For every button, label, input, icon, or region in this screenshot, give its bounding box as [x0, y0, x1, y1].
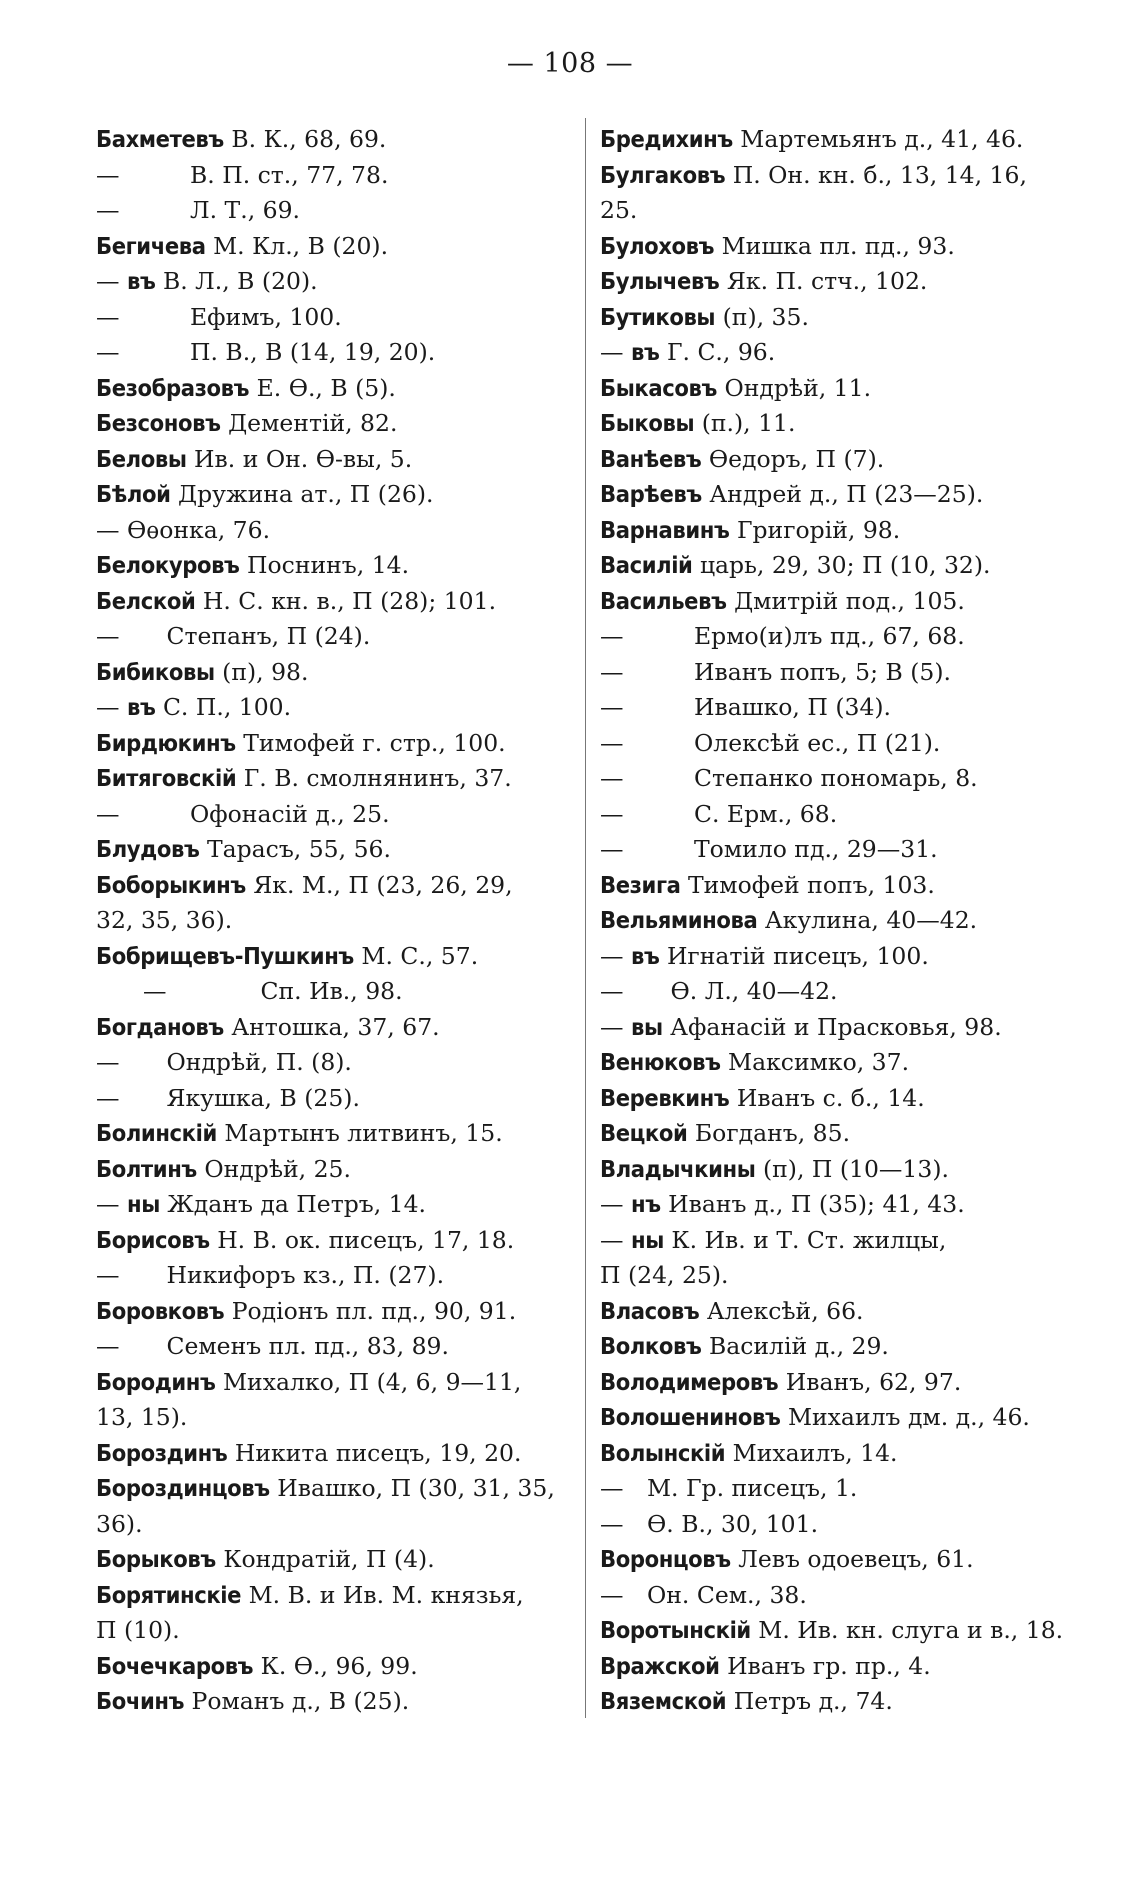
index-entry — [96, 1152, 566, 1188]
entry-surname: Бороздинцовъ — [96, 1474, 270, 1502]
entry-text: Ѳѳонка, 76. — [126, 515, 271, 544]
entry-indent: — — [600, 1509, 647, 1538]
entry-surname: Блудовъ — [96, 835, 200, 863]
entry-text: 13, 15). — [96, 1403, 188, 1431]
entry-surname: Володимеровъ — [600, 1367, 779, 1396]
entry-surname: ны — [630, 1225, 664, 1254]
entry-indent: — — [96, 977, 261, 1005]
entry-surname: ны — [126, 1190, 160, 1218]
entry-text: (п), 98. — [214, 657, 309, 686]
entry-surname: Воронцовъ — [600, 1545, 731, 1573]
entry-text: Поснинъ, 14. — [239, 551, 410, 579]
entry-text: П (24, 25). — [600, 1261, 729, 1289]
index-entry — [96, 371, 566, 407]
index-entry — [600, 122, 1070, 158]
entry-indent: — — [600, 941, 631, 970]
entry-surname: Варѣевъ — [600, 480, 702, 508]
index-entry — [600, 1223, 1070, 1259]
entry-text: 25. — [600, 196, 638, 224]
index-entry — [600, 1436, 1070, 1472]
index-entry — [96, 761, 566, 797]
index-entry — [96, 264, 566, 300]
entry-surname: Власовъ — [600, 1296, 700, 1325]
entry-surname: Беловы — [96, 444, 187, 473]
entry-text: Василій д., 29. — [701, 1332, 889, 1360]
entry-text: Богданъ, 85. — [687, 1119, 851, 1147]
entry-surname: Булычевъ — [600, 267, 720, 295]
index-entry — [600, 1187, 1070, 1223]
entry-indent: — — [96, 160, 190, 189]
index-entry — [96, 548, 566, 584]
entry-text: 32, 35, 36). — [96, 906, 233, 934]
index-entry — [600, 832, 1070, 868]
entry-surname: Боровковъ — [96, 1296, 225, 1325]
entry-indent: — — [600, 657, 694, 686]
entry-text: Кондратій, П (4). — [215, 1545, 435, 1573]
entry-text: Жданъ да Петръ, 14. — [159, 1190, 427, 1218]
entry-indent: — — [600, 728, 694, 757]
entry-surname: Бочечкаровъ — [96, 1651, 254, 1680]
index-entry — [96, 1081, 566, 1117]
entry-text: царь, 29, 30; П (10, 32). — [692, 551, 991, 579]
entry-surname: Бородинъ — [96, 1367, 216, 1396]
entry-indent: — — [96, 693, 127, 721]
index-entry — [96, 655, 566, 691]
entry-text: М. С., 57. — [353, 941, 479, 970]
entry-text: Ѳедоръ, П (7). — [701, 444, 885, 473]
entry-text: Н. С. кн. в., П (28); 101. — [195, 586, 497, 615]
entry-text: Е. Ѳ., В (5). — [249, 373, 396, 402]
entry-indent: — — [600, 693, 694, 721]
entry-text: Максимко, 37. — [720, 1048, 910, 1076]
entry-surname: Боборыкинъ — [96, 870, 246, 899]
entry-surname: Безобразовъ — [96, 373, 250, 402]
entry-text: Антошка, 37, 67. — [223, 1012, 440, 1041]
entry-text: Сп. Ив., 98. — [260, 977, 403, 1005]
index-entry — [600, 1400, 1070, 1436]
entry-text: К. Ѳ., 96, 99. — [253, 1651, 418, 1680]
index-entry — [600, 584, 1070, 620]
index-column-right — [600, 122, 1070, 1720]
entry-text: 36). — [96, 1509, 143, 1538]
index-entry — [96, 1365, 566, 1401]
entry-text: Офонасій д., 25. — [190, 799, 390, 828]
entry-text: Степанко пономарь, 8. — [694, 764, 978, 792]
entry-text: П. Он. кн. б., 13, 14, 16, — [725, 160, 1027, 189]
entry-indent: — — [96, 622, 167, 650]
entry-text: Ондрѣй, П. (8). — [166, 1048, 352, 1076]
index-entry — [96, 619, 566, 655]
index-entry — [600, 477, 1070, 513]
entry-text: П (10). — [96, 1616, 180, 1644]
index-entry — [96, 1329, 566, 1365]
entry-indent: — — [600, 1190, 631, 1218]
entry-surname: Белской — [96, 586, 196, 615]
entry-surname: Варнавинъ — [600, 515, 730, 544]
entry-surname: Булоховъ — [600, 231, 715, 260]
entry-surname: Бегичева — [96, 231, 206, 260]
entry-text: М. Кл., В (20). — [205, 231, 389, 260]
index-entry — [96, 406, 566, 442]
entry-text: Он. Сем., 38. — [647, 1580, 807, 1609]
index-entry — [96, 1116, 566, 1152]
entry-text: Афанасій и Прасковья, 98. — [662, 1012, 1002, 1041]
entry-text: Петръ д., 74. — [726, 1687, 893, 1715]
entry-surname: вы — [630, 1012, 663, 1041]
index-entry — [96, 1045, 566, 1081]
entry-indent: — — [96, 799, 190, 828]
entry-text: Иванъ с. б., 14. — [729, 1083, 925, 1112]
index-entry — [96, 158, 566, 194]
entry-surname: въ — [630, 941, 660, 970]
entry-surname: Битяговскій — [96, 764, 237, 792]
entry-text: Мартынъ литвинъ, 15. — [216, 1119, 503, 1147]
entry-text: Алексѣй, 66. — [699, 1296, 864, 1325]
index-entry — [96, 442, 566, 478]
index-entry — [600, 371, 1070, 407]
entry-indent: — — [96, 1048, 167, 1076]
index-entry — [96, 797, 566, 833]
index-entry — [96, 1542, 566, 1578]
index-entry — [96, 335, 566, 371]
entry-text: Ивашко, П (34). — [694, 693, 892, 721]
entry-text: Олексѣй ес., П (21). — [694, 728, 941, 757]
index-entry — [96, 868, 566, 904]
index-entry — [600, 939, 1070, 975]
entry-indent: — — [96, 515, 127, 544]
entry-text: Степанъ, П (24). — [166, 622, 371, 650]
entry-text: Тарасъ, 55, 56. — [199, 835, 391, 863]
entry-surname: Владычкины — [600, 1154, 756, 1183]
entry-indent: — — [96, 1332, 167, 1360]
page-number: — 108 — — [506, 48, 634, 79]
entry-text: Томило пд., 29—31. — [694, 835, 938, 863]
index-entry — [600, 1649, 1070, 1685]
entry-text: Левъ одоевецъ, 61. — [730, 1545, 974, 1573]
index-entry — [96, 1258, 566, 1294]
entry-indent: — — [96, 1083, 167, 1112]
index-entry — [96, 513, 566, 549]
entry-surname: Венюковъ — [600, 1048, 721, 1076]
entry-text: М. Гр. писецъ, 1. — [647, 1474, 858, 1502]
index-entry — [600, 903, 1070, 939]
entry-text: В. Л., В (20). — [155, 267, 318, 295]
entry-text: Ермо(и)лъ пд., 67, 68. — [694, 622, 965, 650]
index-entry — [600, 690, 1070, 726]
index-entry — [96, 939, 566, 975]
entry-surname: Вражской — [600, 1651, 720, 1680]
index-entry — [600, 1152, 1070, 1188]
entry-indent: — — [96, 267, 127, 295]
entry-surname: Безсоновъ — [96, 409, 221, 437]
entry-indent: — — [600, 799, 694, 828]
entry-indent: — — [600, 1474, 647, 1502]
entry-text: С. П., 100. — [155, 693, 292, 721]
entry-text: Дмитрій под., 105. — [726, 586, 965, 615]
index-entry — [96, 1649, 566, 1685]
entry-text: Мишка пл. пд., 93. — [714, 231, 955, 260]
entry-surname: Бирдюкинъ — [96, 728, 236, 757]
entry-text: Як. М., П (23, 26, 29, — [245, 870, 513, 899]
entry-surname: Быковы — [600, 409, 695, 437]
entry-surname: Быкасовъ — [600, 373, 717, 402]
entry-text: Ондрѣй, 25. — [196, 1154, 351, 1183]
entry-indent: — — [600, 338, 631, 366]
entry-text: С. Ерм., 68. — [694, 799, 838, 828]
index-entry — [600, 1578, 1070, 1614]
entry-surname: Василій — [600, 551, 693, 579]
entry-surname: Васильевъ — [600, 586, 727, 615]
entry-surname: Волошениновъ — [600, 1403, 781, 1431]
index-column-left — [96, 122, 566, 1720]
column-divider — [585, 118, 586, 1718]
entry-surname: Богдановъ — [96, 1012, 224, 1041]
entry-surname: Волковъ — [600, 1332, 702, 1360]
index-entry — [96, 300, 566, 336]
entry-surname: Борыковъ — [96, 1545, 216, 1573]
entry-text: Родіонъ пл. пд., 90, 91. — [224, 1296, 517, 1325]
entry-text: Ефимъ, 100. — [190, 302, 342, 331]
index-entry — [600, 1471, 1070, 1507]
entry-text: Михаилъ дм. д., 46. — [780, 1403, 1030, 1431]
entry-text: К. Ив. и Т. Ст. жилцы, — [663, 1225, 947, 1254]
index-entry — [600, 1010, 1070, 1046]
entry-surname: Волынскій — [600, 1438, 726, 1467]
index-entry — [600, 1081, 1070, 1117]
entry-text: (п), П (10—13). — [755, 1154, 949, 1183]
entry-text: Дружина ат., П (26). — [170, 480, 434, 508]
index-entry — [600, 1365, 1070, 1401]
entry-surname: Белокуровъ — [96, 551, 240, 579]
entry-surname: въ — [126, 267, 156, 295]
entry-surname: Бибиковы — [96, 657, 215, 686]
entry-indent: — — [600, 1580, 647, 1609]
index-entry — [96, 1187, 566, 1223]
entry-text: (п.), 11. — [694, 409, 796, 437]
index-entry — [600, 726, 1070, 762]
index-entry — [96, 832, 566, 868]
entry-text: Семенъ пл. пд., 83, 89. — [166, 1332, 449, 1360]
entry-text: Григорій, 98. — [729, 515, 901, 544]
entry-text: Андрей д., П (23—25). — [701, 480, 984, 508]
index-entry — [96, 1613, 566, 1649]
entry-surname: Борисовъ — [96, 1225, 210, 1254]
index-entry — [96, 193, 566, 229]
entry-text: Ивашко, П (30, 31, 35, — [269, 1474, 555, 1502]
index-entry — [96, 726, 566, 762]
entry-text: Як. П. стч., 102. — [719, 267, 928, 295]
entry-text: Якушка, В (25). — [166, 1083, 360, 1112]
index-entry — [96, 1010, 566, 1046]
entry-text: Игнатій писецъ, 100. — [659, 941, 929, 970]
index-entry — [600, 974, 1070, 1010]
entry-surname: Вельяминова — [600, 906, 758, 934]
index-entry — [600, 335, 1070, 371]
entry-indent: — — [600, 835, 694, 863]
entry-text: (п), 35. — [715, 302, 809, 331]
entry-surname: Вецкой — [600, 1119, 688, 1147]
entry-text: Л. Т., 69. — [190, 196, 301, 224]
entry-text: Ондрѣй, 11. — [716, 373, 872, 402]
entry-text: Михалко, П (4, 6, 9—11, — [215, 1367, 522, 1396]
entry-text: Н. В. ок. писецъ, 17, 18. — [209, 1225, 515, 1254]
entry-text: Тимофей попъ, 103. — [680, 870, 935, 899]
index-entry — [600, 797, 1070, 833]
index-entry — [600, 229, 1070, 265]
entry-text: Никифоръ кз., П. (27). — [166, 1261, 445, 1289]
entry-indent: — — [96, 1190, 127, 1218]
index-entry — [96, 974, 566, 1010]
index-entry — [600, 1507, 1070, 1543]
entry-indent: — — [96, 338, 190, 366]
index-entry — [96, 1507, 566, 1543]
entry-surname: Ванѣевъ — [600, 444, 702, 473]
index-entry — [96, 1400, 566, 1436]
entry-text: Тимофей г. стр., 100. — [235, 728, 506, 757]
index-entry — [96, 1223, 566, 1259]
index-entry — [600, 264, 1070, 300]
entry-text: Дементій, 82. — [220, 409, 398, 437]
index-entry — [600, 158, 1070, 194]
entry-indent: — — [600, 622, 694, 650]
entry-indent: — — [600, 977, 671, 1005]
entry-indent: — — [96, 1261, 167, 1289]
index-entry — [96, 690, 566, 726]
entry-text: Романъ д., В (25). — [184, 1687, 410, 1715]
entry-indent: — — [600, 1012, 631, 1041]
index-entry — [600, 1684, 1070, 1720]
entry-surname: въ — [630, 338, 660, 366]
entry-text: Иванъ гр. пр., 4. — [719, 1651, 931, 1680]
index-entry — [600, 1329, 1070, 1365]
index-entry — [600, 406, 1070, 442]
index-entry — [600, 548, 1070, 584]
entry-text: Ив. и Он. Ѳ-вы, 5. — [186, 444, 413, 473]
entry-text: Г. С., 96. — [659, 338, 776, 366]
index-entry — [96, 1294, 566, 1330]
index-entry — [600, 513, 1070, 549]
entry-surname: Болтинъ — [96, 1154, 197, 1183]
entry-text: Г. В. смолнянинъ, 37. — [236, 764, 512, 792]
entry-text: Ѳ. Л., 40—42. — [670, 977, 838, 1005]
entry-text: Иванъ д., П (35); 41, 43. — [660, 1190, 965, 1218]
entry-surname: въ — [126, 693, 156, 721]
entry-text: Мартемьянъ д., 41, 46. — [732, 125, 1024, 153]
entry-text: Никита писецъ, 19, 20. — [227, 1438, 522, 1467]
entry-text: Ѳ. В., 30, 101. — [647, 1509, 819, 1538]
entry-surname: Везига — [600, 870, 681, 899]
entry-surname: Бѣлой — [96, 480, 171, 508]
index-entry — [96, 903, 566, 939]
entry-indent: — — [600, 1225, 631, 1254]
entry-surname: Вяземской — [600, 1687, 727, 1715]
index-entry — [600, 655, 1070, 691]
index-entry — [96, 229, 566, 265]
entry-text: Иванъ, 62, 97. — [778, 1367, 962, 1396]
index-entry — [600, 1116, 1070, 1152]
index-entry — [600, 619, 1070, 655]
entry-text: Иванъ попъ, 5; В (5). — [694, 657, 952, 686]
entry-surname: нъ — [630, 1190, 661, 1218]
index-entry — [600, 1258, 1070, 1294]
index-entry — [96, 122, 566, 158]
index-entry — [600, 1294, 1070, 1330]
entry-surname: Бутиковы — [600, 302, 716, 331]
entry-surname: Болинскій — [96, 1119, 217, 1147]
entry-indent: — — [600, 764, 694, 792]
index-entry — [600, 761, 1070, 797]
index-entry — [600, 1045, 1070, 1081]
entry-surname: Бороздинъ — [96, 1438, 228, 1467]
entry-text: М. Ив. кн. слуга и в., 18. — [750, 1616, 1064, 1644]
index-entry — [600, 1613, 1070, 1649]
entry-surname: Булгаковъ — [600, 160, 726, 189]
index-entry — [600, 442, 1070, 478]
index-entry — [96, 584, 566, 620]
entry-surname: Бобрищевъ-Пушкинъ — [96, 941, 354, 970]
entry-surname: Бочинъ — [96, 1687, 185, 1715]
index-entry — [96, 1578, 566, 1614]
entry-text: П. В., В (14, 19, 20). — [190, 338, 436, 366]
entry-indent: — — [96, 302, 190, 331]
entry-indent: — — [96, 196, 190, 224]
index-entry — [96, 1684, 566, 1720]
index-entry — [600, 300, 1070, 336]
entry-surname: Веревкинъ — [600, 1083, 730, 1112]
index-entry — [600, 193, 1070, 229]
entry-text: В. П. ст., 77, 78. — [190, 160, 389, 189]
entry-surname: Бахметевъ — [96, 125, 224, 153]
entry-text: В. К., 68, 69. — [223, 125, 387, 153]
entry-text: Михаилъ, 14. — [725, 1438, 898, 1467]
index-entry — [96, 477, 566, 513]
index-entry — [600, 868, 1070, 904]
index-entry — [600, 1542, 1070, 1578]
entry-text: Акулина, 40—42. — [757, 906, 978, 934]
index-entry — [96, 1436, 566, 1472]
entry-surname: Бредихинъ — [600, 125, 733, 153]
index-entry — [96, 1471, 566, 1507]
entry-surname: Борятинскіе — [96, 1580, 242, 1609]
entry-text: М. В. и Ив. М. князья, — [241, 1580, 524, 1609]
entry-surname: Воротынскій — [600, 1616, 751, 1644]
